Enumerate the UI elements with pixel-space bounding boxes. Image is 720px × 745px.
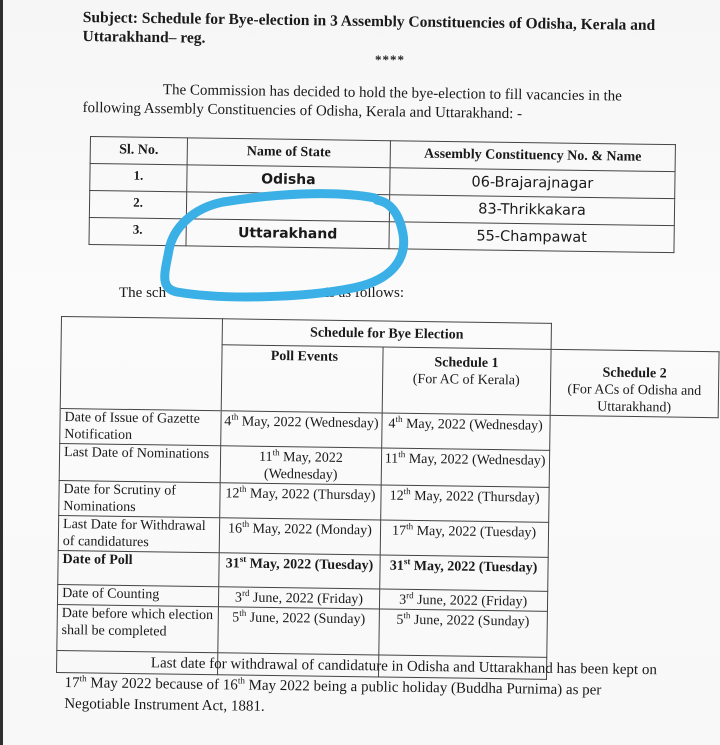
date-part: rd [406, 590, 414, 601]
poll-events-header: Poll Events [222, 345, 383, 413]
constituency-cell: 55-Champawat [389, 222, 674, 253]
date-part: June, 2022 (Sunday) [410, 612, 530, 630]
date-part: rd [241, 587, 250, 599]
state-cell [186, 192, 389, 222]
sl-no-cell: 1. [90, 164, 187, 192]
poll-event-cell: Date of Counting [57, 584, 219, 606]
date-part: th [239, 607, 247, 618]
footer-text-b: May 2022 because of 16 [86, 675, 238, 694]
date-part: May, 2022 (Thursday) [246, 486, 376, 504]
date-part: 12 [225, 486, 240, 502]
schedule1-date-cell [220, 446, 381, 485]
date-part: 5 [232, 610, 240, 626]
schedule2-date-cell [378, 609, 547, 657]
date-part: 17 [392, 523, 407, 539]
schedule1-date-cell [219, 553, 380, 589]
schedule2-date-cell [380, 520, 549, 557]
schedule1-subtitle: (For AC of Kerala) [412, 371, 520, 389]
constituency-cell: 83-Thrikkakara [389, 195, 674, 226]
poll-event-cell: Last Date for Withdrawal of candidatures [58, 515, 220, 552]
date-part: May, 2022 (Wednesday) [405, 451, 546, 469]
sl-no-cell: 3. [89, 217, 186, 245]
schedule2-title: Schedule 2 [602, 365, 667, 382]
footer-text-c: May 2022 being a public holiday (Buddha Purnima) as per Negotiable Instrument Act, 1881. [64, 677, 602, 715]
poll-event-cell: Date of Issue of Gazette Notification [60, 408, 222, 445]
date-part: June, 2022 (Friday) [413, 592, 528, 610]
date-part: 31 [225, 556, 240, 572]
date-part: 12 [389, 488, 404, 504]
date-part: th [242, 518, 250, 529]
date-part: th [239, 483, 247, 494]
date-part: 16 [227, 521, 243, 537]
poll-event-cell: Date for Scrutiny of Nominations [59, 480, 221, 517]
schedule1-date-cell [218, 607, 379, 655]
constituency-table [88, 136, 675, 253]
schedule1-date-cell [220, 483, 381, 520]
date-part: May, 2022 (Tuesday) [413, 523, 537, 541]
date-part: June, 2022 (Sunday) [246, 610, 366, 628]
date-part: st [403, 556, 411, 567]
header-state: Name of State [187, 138, 390, 168]
sl-no-cell: 2. [89, 191, 186, 219]
date-part: 3 [399, 592, 407, 608]
schedule2-date-cell [379, 555, 548, 591]
date-part: 5 [396, 612, 404, 628]
schedule1-date-cell [219, 587, 379, 609]
date-part: May, 2022 (Wednesday) [263, 450, 343, 483]
date-part: 11 [384, 451, 399, 467]
schedule-table [56, 316, 720, 682]
state-cell: Uttarakhand [186, 219, 389, 249]
date-part: th [272, 447, 280, 458]
state-cell: Odisha [187, 165, 390, 195]
date-part: th [403, 610, 411, 621]
date-part: th [398, 449, 406, 460]
header-sl-no: Sl. No. [90, 137, 187, 165]
poll-event-cell: Last Date of Nominations [59, 443, 221, 482]
intro-paragraph: The Commission has decided to hold the bye-election to fill vacancies in the following Assembly Constituencies of Odisha, Kerala and Uttarakhand: - [82, 82, 622, 123]
subject-line [82, 8, 702, 55]
date-part: May, 2022 (Wednesday) [402, 416, 543, 434]
footer-text-a: Last date for withdrawal of candidature in Odisha and Uttarakhand has been kept on 17 [64, 655, 657, 692]
partial-end: on is as follows: [306, 285, 404, 301]
schedule1-date-cell [221, 411, 382, 448]
date-part: th [406, 521, 414, 532]
date-part: 3 [234, 590, 243, 606]
separator-stars: **** [375, 52, 405, 67]
footer-sup-b: th [237, 675, 245, 686]
partial-start: The sch [119, 285, 167, 301]
poll-event-cell: Date before which election shall be completed [57, 604, 219, 652]
schedule2-date-cell [379, 589, 547, 611]
date-part: 11 [258, 449, 273, 465]
date-part: th [403, 486, 411, 497]
date-part: 31 [389, 558, 404, 574]
date-part: 4 [224, 414, 232, 430]
date-part: May, 2022 (Tuesday) [410, 558, 538, 576]
subject-label: Subject: [82, 8, 139, 27]
footer-paragraph [64, 652, 665, 723]
partial-sentence [119, 285, 404, 302]
date-part: May, 2022 (Tuesday) [246, 556, 374, 574]
poll-event-cell: Date of Poll [58, 550, 220, 586]
constituency-cell: 06-Brajarajnagar [390, 168, 675, 199]
date-part: May, 2022 (Monday) [248, 521, 372, 539]
date-part: th [395, 414, 403, 425]
date-part: June, 2022 (Friday) [249, 590, 364, 608]
footer-sup-a: th [79, 673, 87, 684]
subject-text: Schedule for Bye-election in 3 Assembly Constituencies of Odisha, Kerala and Uttarakhand– reg. [82, 9, 656, 47]
date-part: 4 [388, 416, 396, 432]
schedule1-header [382, 347, 551, 415]
schedule2-header [550, 349, 719, 417]
schedule2-subtitle: (For ACs of Odisha and Uttarakhand) [567, 382, 702, 416]
date-part: st [239, 553, 247, 564]
schedule2-date-cell [380, 485, 549, 522]
header-constituency: Assembly Constituency No. & Name [390, 141, 675, 172]
schedule2-date-cell [381, 413, 550, 450]
date-part: May, 2022 (Wednesday) [238, 414, 379, 432]
date-part: May, 2022 (Thursday) [410, 488, 540, 506]
schedule2-date-cell [381, 448, 550, 487]
schedule1-title: Schedule 1 [434, 355, 499, 372]
schedule-title: Schedule for Bye Election [222, 319, 551, 350]
date-part: th [231, 411, 239, 422]
schedule1-date-cell [220, 518, 381, 555]
